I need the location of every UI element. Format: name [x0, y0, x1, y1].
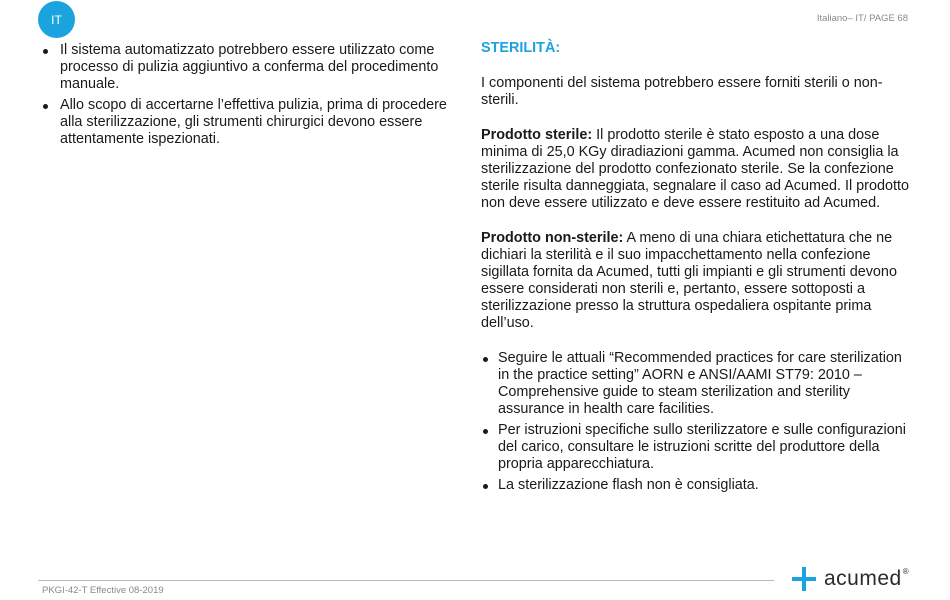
left-bullet-list	[38, 42, 458, 148]
sterile-paragraph	[481, 127, 911, 212]
bullet-dot-icon	[483, 357, 488, 362]
footer-divider	[38, 580, 774, 581]
page-label: Italiano– IT/ PAGE 68	[816, 13, 908, 24]
left-column	[38, 42, 458, 152]
section-heading: STERILITÀ:	[481, 40, 561, 56]
logo-text: acumed®	[824, 567, 910, 590]
non-sterile-paragraph	[481, 230, 911, 332]
non-sterile-text: A meno di una chiara etichettatura che ne dichiari la sterilità e il suo impacchettamento nella confezione sigillata fornita da Acumed, tutti gli impianti e gli strumenti devono essere considerati non sterili e, pertanto, essere sottoposti a sterilizzazione presso la struttura ospedaliera ospitante prima dell’uso.	[481, 230, 897, 331]
right-column	[481, 40, 911, 498]
sterile-label: Prodotto sterile:	[481, 127, 593, 143]
bullet-dot-icon	[483, 484, 488, 489]
language-badge-label: IT	[51, 12, 62, 27]
list-item	[481, 477, 911, 494]
bullet-dot-icon	[483, 429, 488, 434]
list-item-text: Allo scopo di accertarne l’effettiva pulizia, prima di procedere alla sterilizzazione, gli strumenti chirurgici devono essere attentamente ispezionati.	[60, 97, 447, 147]
logo-registered-mark: ®	[902, 567, 910, 576]
list-item-text: Seguire le attuali “Recommended practices for care sterilization in the practice setting” AORN e ANSI/AAMI ST79: 2010 – Comprehensive guide to steam sterilization and sterility assurance in health care facilities.	[498, 350, 902, 417]
list-item-text: Per istruzioni specifiche sullo sterilizzatore e sulle configurazioni del carico, consultare le istruzioni scritte del produttore della propria apparecchiatura.	[498, 422, 906, 472]
footer-doc-code: PKGI-42-T Effective 08-2019	[42, 585, 164, 596]
bullet-dot-icon	[43, 49, 48, 54]
language-badge	[38, 1, 75, 38]
intro-paragraph: I componenti del sistema potrebbero essere forniti sterili o non-sterili.	[481, 75, 883, 108]
right-bullet-list	[481, 350, 911, 494]
sterile-text: Il prodotto sterile è stato esposto a una dose minima di 25,0 KGy diradiazioni gamma. Acumed non consiglia la sterilizzazione del prodotto confezionato sterile. Se la confezione sterile risulta danneggiata, segnalare il caso ad Acumed. Il prodotto non deve essere utilizzato e deve essere restituito ad Acumed.	[481, 127, 909, 211]
list-item	[481, 422, 911, 473]
list-item-text: La sterilizzazione flash non è consigliata.	[498, 477, 759, 493]
non-sterile-label: Prodotto non-sterile:	[481, 230, 624, 246]
plus-logo-icon	[792, 567, 816, 591]
list-item	[38, 42, 458, 93]
list-item	[481, 350, 911, 418]
acumed-logo	[792, 566, 909, 592]
bullet-dot-icon	[43, 104, 48, 109]
list-item-text: Il sistema automatizzato potrebbero essere utilizzato come processo di pulizia aggiuntivo a conferma del procedimento manuale.	[60, 42, 439, 92]
list-item	[38, 97, 458, 148]
